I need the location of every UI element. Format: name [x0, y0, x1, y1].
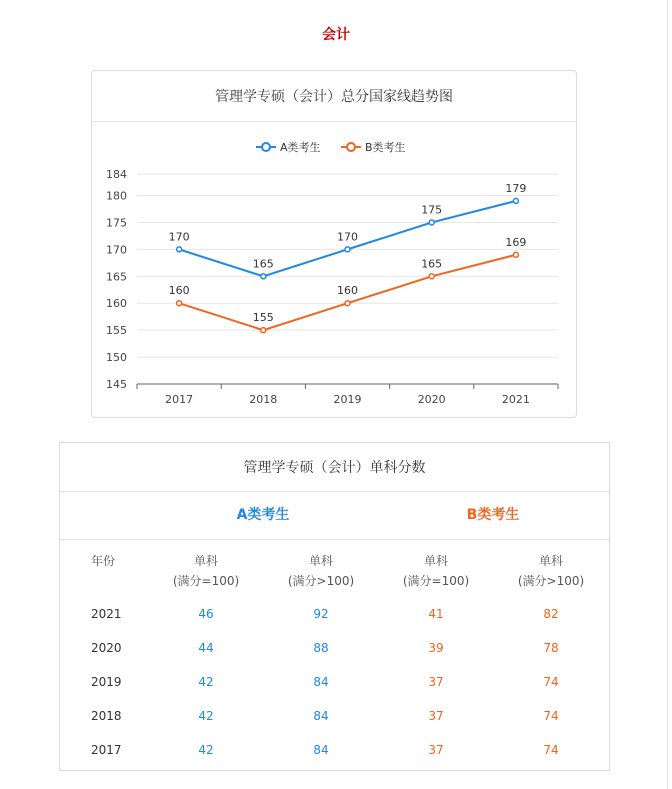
x-tick-label: 2017 — [165, 393, 194, 406]
data-point — [429, 274, 434, 279]
header-line1: 单科 — [423, 554, 448, 568]
table-cell-b1: 37 — [428, 743, 444, 757]
chart-title: 管理学专硕（会计）总分国家线趋势图 — [92, 71, 576, 122]
header-line2: (满分=100) — [172, 574, 240, 588]
legend-swatch-marker — [262, 143, 270, 151]
table-cell-a2: 84 — [313, 709, 329, 723]
header-b-fullover100 — [496, 551, 606, 591]
page-heading: 会计 — [322, 27, 350, 43]
data-label: 179 — [505, 181, 527, 195]
legend-label: A类考生 — [280, 141, 321, 154]
y-tick-label: 180 — [106, 189, 127, 203]
score-table — [59, 442, 610, 771]
data-label: 165 — [421, 257, 443, 271]
table-cell-b2: 82 — [543, 607, 559, 621]
x-tick-label: 2021 — [501, 393, 530, 406]
data-point — [261, 328, 266, 333]
table-cell-a2: 84 — [313, 675, 329, 689]
header-b-full100 — [381, 551, 491, 591]
table-cell-year: 2019 — [91, 675, 122, 689]
data-point — [429, 220, 434, 225]
table-cell-a2: 84 — [313, 743, 329, 757]
data-label: 160 — [168, 284, 190, 298]
data-label: 175 — [421, 203, 443, 217]
data-point — [345, 301, 350, 306]
data-label: 160 — [337, 284, 358, 298]
table-cell-a1: 44 — [198, 641, 214, 655]
table-cell-b1: 37 — [428, 675, 444, 689]
header-year: 年份 — [91, 554, 116, 568]
data-label: 170 — [168, 230, 190, 244]
y-tick-label: 184 — [106, 168, 127, 181]
table-cell-year: 2021 — [91, 607, 122, 621]
header-line2: (满分=100) — [402, 574, 470, 588]
table-cell-b1: 37 — [428, 709, 444, 723]
table-cell-a1: 42 — [198, 743, 214, 757]
page-edge-divider — [667, 0, 668, 789]
table-cell-b2: 74 — [543, 709, 559, 723]
header-line1: 单科 — [538, 554, 563, 568]
data-point — [345, 247, 350, 252]
y-tick-label: 155 — [106, 324, 127, 338]
header-line1: 单科 — [308, 554, 333, 568]
data-label: 155 — [252, 311, 274, 325]
table-cell-a1: 42 — [198, 709, 214, 723]
legend-swatch-marker — [347, 143, 355, 151]
table-cell-year: 2017 — [91, 743, 122, 757]
header-line2: (满分>100) — [287, 574, 355, 588]
table-cell-b2: 78 — [543, 641, 559, 655]
table-cell-b2: 74 — [543, 675, 559, 689]
table-cell-b2: 74 — [543, 743, 559, 757]
data-label: 169 — [505, 235, 527, 249]
data-label: 165 — [252, 257, 274, 271]
group-b-label: B类考生 — [466, 507, 520, 523]
table-cell-b1: 41 — [428, 607, 444, 621]
header-line2: (满分>100) — [517, 574, 585, 588]
table-cell-a1: 42 — [198, 675, 214, 689]
y-tick-label: 145 — [106, 378, 127, 391]
data-point — [177, 301, 182, 306]
chart-card — [91, 70, 577, 418]
table-cell-year: 2020 — [91, 641, 122, 655]
x-tick-label: 2019 — [333, 393, 362, 406]
y-tick-label: 160 — [106, 297, 127, 311]
data-point — [177, 247, 182, 252]
x-tick-label: 2018 — [249, 393, 278, 406]
group-a-label: A类考生 — [236, 507, 290, 523]
y-tick-label: 175 — [106, 216, 127, 230]
y-tick-label: 150 — [106, 351, 127, 365]
data-point — [513, 252, 518, 257]
table-cell-a1: 46 — [198, 607, 214, 621]
table-title: 管理学专硕（会计）单科分数 — [60, 443, 609, 492]
header-a-fullover100 — [266, 551, 376, 591]
group-header-row — [60, 491, 609, 540]
line-chart — [92, 71, 576, 417]
header-line1: 单科 — [193, 554, 218, 568]
legend-label: B类考生 — [365, 141, 406, 154]
data-point — [261, 274, 266, 279]
data-label: 170 — [337, 230, 358, 244]
x-tick-label: 2020 — [417, 393, 446, 406]
table-cell-b1: 39 — [428, 641, 444, 655]
data-point — [513, 198, 518, 203]
y-tick-label: 165 — [106, 270, 127, 284]
table-cell-year: 2018 — [91, 709, 122, 723]
header-a-full100 — [151, 551, 261, 591]
table-cell-a2: 88 — [313, 641, 329, 655]
y-tick-label: 170 — [106, 243, 127, 257]
table-cell-a2: 92 — [313, 607, 329, 621]
